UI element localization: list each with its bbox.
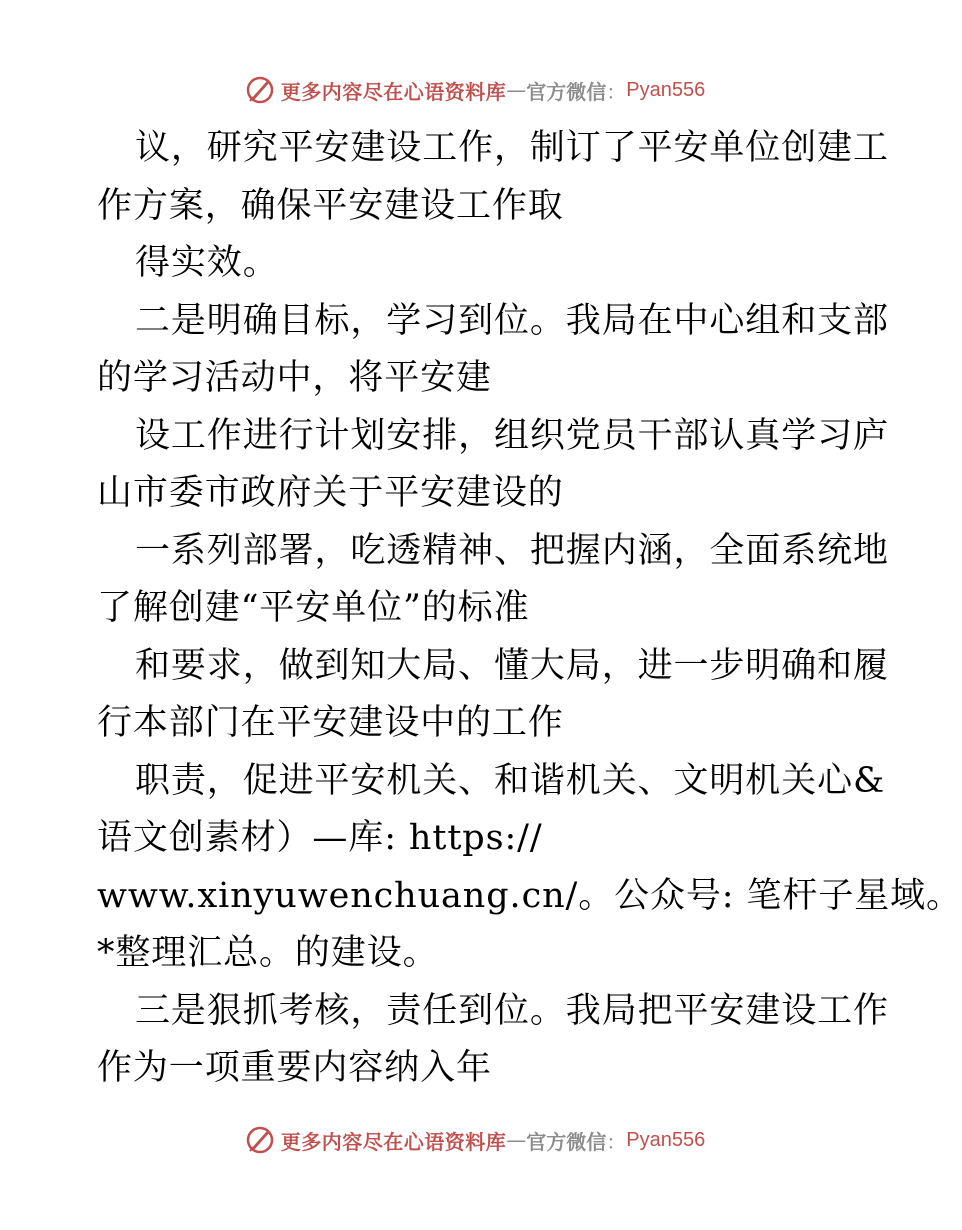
body-line: 一系列部署，吃透精神、把握内涵，全面系统地 bbox=[135, 530, 889, 571]
watermark-official-label: 官方微信 bbox=[526, 1129, 607, 1154]
quill-pen-logo-icon bbox=[245, 1125, 275, 1155]
body-line: 作方案，确保平安建设工作取 bbox=[97, 185, 564, 226]
body-line: 语文创素材）—库: https:// bbox=[97, 818, 543, 858]
body-line: 山市委市政府关于平安建设的 bbox=[97, 473, 564, 513]
body-line: 职责，促进平安机关、和谐机关、文明机关心& bbox=[135, 760, 886, 801]
watermark-wechat-id: Pyan556 bbox=[626, 78, 706, 101]
body-line: 得实效。 bbox=[135, 243, 279, 283]
body-line: 和要求，做到知大局、懂大局，进一步明确和履 bbox=[135, 645, 889, 686]
body-line: *整理汇总。的建设。 bbox=[97, 933, 439, 973]
watermark-main-text: 更多内容尽在心语资料库 bbox=[280, 1129, 507, 1154]
header-watermark bbox=[0, 70, 950, 110]
watermark-main-text: 更多内容尽在心语资料库 bbox=[280, 79, 507, 104]
watermark-colon: ： bbox=[606, 1129, 627, 1154]
watermark-separator: — bbox=[506, 78, 527, 102]
body-line: www.xinyuwenchuang.cn/。公众号: 笔杆子星域。 bbox=[97, 875, 962, 916]
body-line: 行本部门在平安建设中的工作 bbox=[97, 703, 564, 743]
watermark-official-label: 官方微信 bbox=[526, 79, 607, 104]
body-line: 二是明确目标，学习到位。我局在中心组和支部 bbox=[135, 300, 889, 341]
body-line: 议，研究平安建设工作，制订了平安单位创建工 bbox=[135, 128, 889, 168]
body-line: 作为一项重要内容纳入年 bbox=[97, 1048, 492, 1088]
watermark-separator: — bbox=[506, 1128, 527, 1152]
body-line: 三是狠抓考核，责任到位。我局把平安建设工作 bbox=[135, 990, 889, 1031]
body-line: 的学习活动中，将平安建 bbox=[97, 358, 492, 398]
watermark-colon: ： bbox=[606, 79, 627, 104]
quill-pen-logo-icon bbox=[245, 75, 275, 105]
document-body bbox=[97, 120, 962, 1098]
watermark-wechat-id: Pyan556 bbox=[626, 1128, 706, 1151]
footer-watermark bbox=[0, 1120, 950, 1160]
body-line: 了解创建“平安单位”的标准 bbox=[97, 588, 530, 628]
body-line: 设工作进行计划安排，组织党员干部认真学习庐 bbox=[135, 415, 889, 456]
